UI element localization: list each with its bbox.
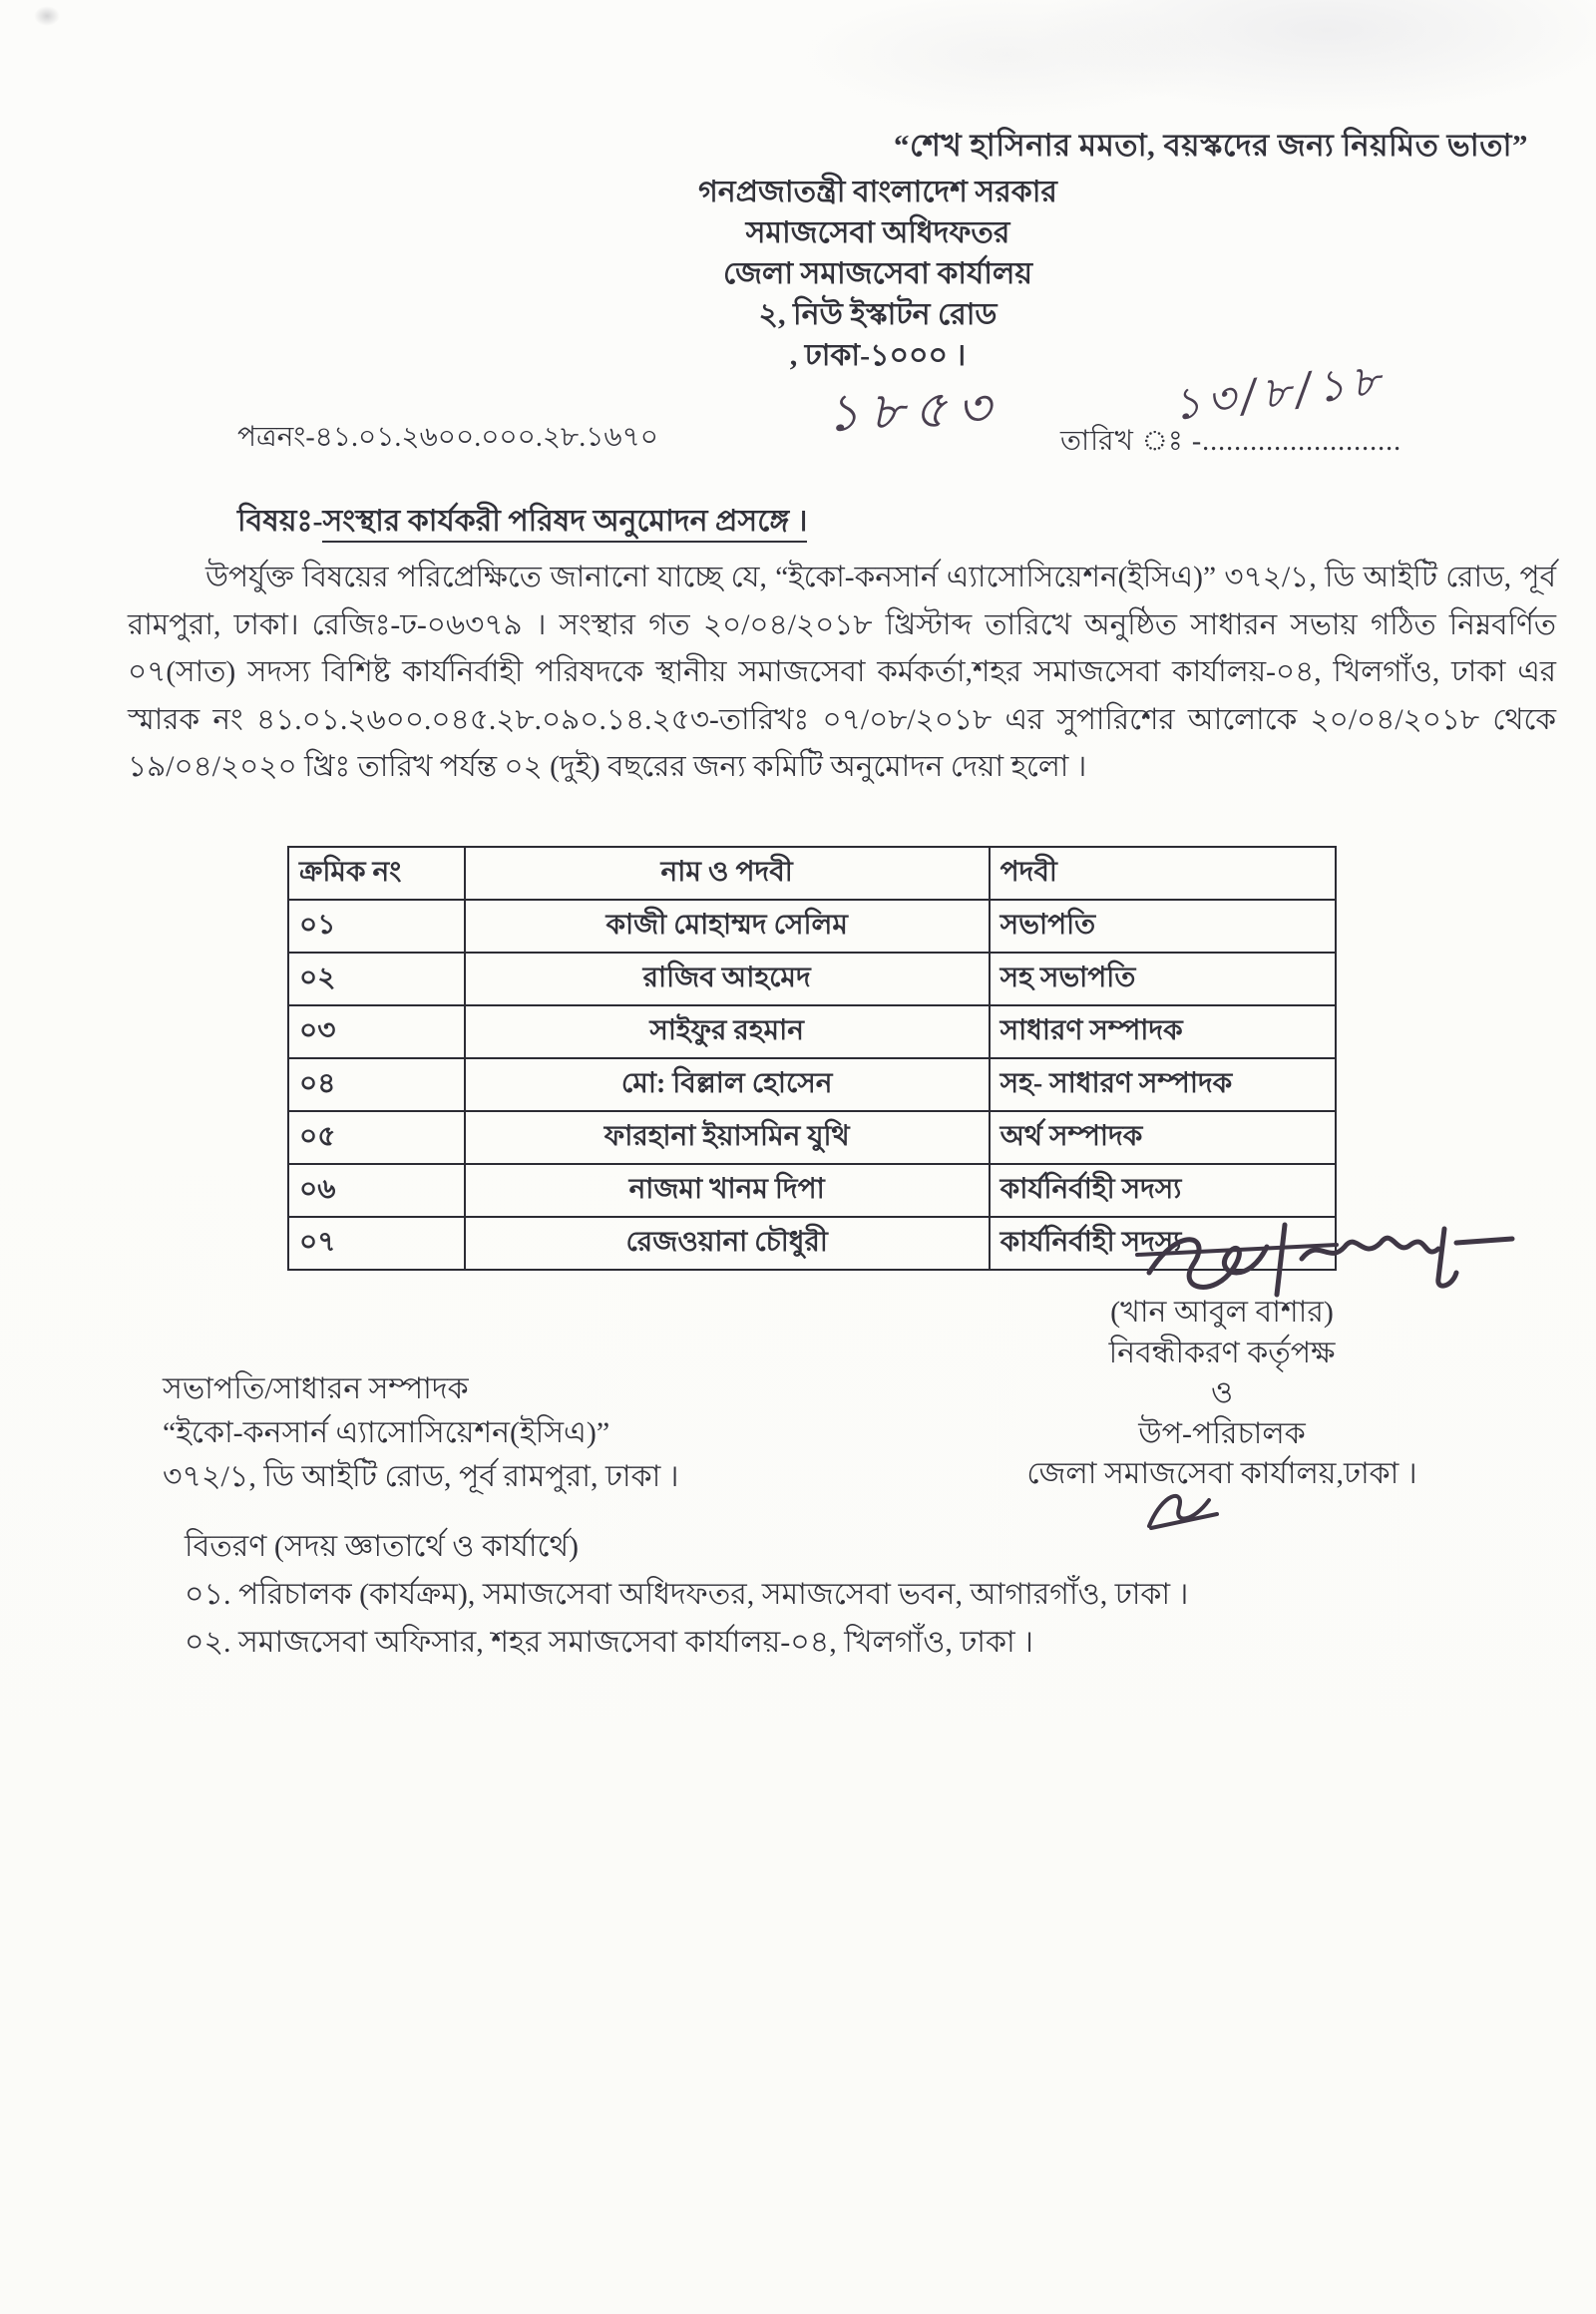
distribution-item: ০১. পরিচালক (কার্যক্রম), সমাজসেবা অধিদফতর, সমাজসেবা ভবন, আগারগাঁও, ঢাকা ।: [185, 1578, 1189, 1611]
cell-serial: ০৩: [288, 1005, 465, 1058]
addressee-block: [163, 1367, 921, 1499]
body-paragraph: উপর্যুক্ত বিষয়ের পরিপ্রেক্ষিতে জানানো যাচ্ছে যে, “ইকো-কনসার্ন এ্যাসোসিয়েশন(ইসিএ)” ৩৭২/১, ডি আইটি রোড, পূর্ব রামপুরা, ঢাকা। রেজিঃ-ঢ-০৬৩৭৯ । সংস্থার গত ২০/০৪/২০১৮ খ্রিস্টাব্দ তারিখে অনুষ্ঠিত সাধারন সভায় গঠিত নিম্নবর্ণিত ০৭(সাত) সদস্য বিশিষ্ট কার্যনির্বাহী পরিষদকে স্থানীয় সমাজসেবা কর্মকর্তা,শহর সমাজসেবা কার্যালয়-০৪, খিলগাঁও, ঢাকা এর স্মারক নং ৪১.০১.২৬০০.০৪৫.২৮.০৯০.১৪.২৫৩-তারিখঃ ০৭/০৮/২০১৮ এর সুপারিশের আলোকে ২০/০৪/২০১৮ থেকে ১৯/০৪/২০২০ খ্রিঃ তারিখ পর্যন্ত ০২ (দুই) বছরের জন্য কমিটি অনুমোদন দেয়া হলো ।: [128, 562, 1556, 783]
letterhead-office: জেলা সমাজসেবা কার্যালয়: [722, 257, 1033, 290]
cell-position: সাধারণ সম্পাদক: [990, 1005, 1336, 1058]
table-row: [288, 953, 1336, 1005]
cell-name: কাজী মোহাম্মদ সেলিম: [465, 900, 990, 953]
cell-serial: ০২: [288, 953, 465, 1005]
table-row: [288, 1111, 1336, 1164]
date-handwritten: ১৩/৮/১৮: [1169, 354, 1389, 431]
cell-serial: ০১: [288, 900, 465, 953]
cell-position: সহ সভাপতি: [990, 953, 1336, 1005]
cell-position: কার্যনির্বাহী সদস্য: [990, 1164, 1336, 1217]
cell-name: ফারহানা ইয়াসমিন যুথি: [465, 1111, 990, 1164]
addressee-title: সভাপতি/সাধারন সম্পাদক: [163, 1372, 469, 1405]
cell-name: মো: বিল্লাল হোসেন: [465, 1058, 990, 1111]
table-row: [288, 1005, 1336, 1058]
signatory-conjunction: ও: [1210, 1376, 1234, 1409]
subject-text: সংস্থার কার্যকরী পরিষদ অনুমোদন প্রসঙ্গে ।: [322, 505, 807, 543]
signatory-title1: নিবন্ধীকরণ কর্তৃপক্ষ: [1108, 1336, 1336, 1369]
cell-name: সাইফুর রহমান: [465, 1005, 990, 1058]
cell-position: সহ- সাধারণ সম্পাদক: [990, 1058, 1336, 1111]
committee-table: [287, 846, 1337, 1271]
distribution-heading: বিতরণ (সদয় জ্ঞাতার্থে ও কার্যার্থে): [185, 1530, 580, 1563]
header-slogan: “শেখ হাসিনার মমতা, বয়স্কদের জন্য নিয়মিত ভাতা”: [893, 128, 1528, 163]
cell-serial: ০৫: [288, 1111, 465, 1164]
cell-position: অর্থ সম্পাদক: [990, 1111, 1336, 1164]
cell-name: নাজমা খানম দিপা: [465, 1164, 990, 1217]
distribution-list: [185, 1524, 1382, 1666]
subject-line: [237, 497, 807, 548]
letterhead-government: গনপ্রজাতন্ত্রী বাংলাদেশ সরকার: [698, 176, 1057, 208]
cell-serial: ০৬: [288, 1164, 465, 1217]
subject-prefix: বিষয়ঃ-: [237, 505, 323, 538]
cell-position: কার্যনির্বাহী সদস্য: [990, 1217, 1336, 1270]
signatory-office: জেলা সমাজসেবা কার্যালয়,ঢাকা ।: [1026, 1457, 1417, 1490]
date-label: তারিখ ঃ -.........................: [1060, 426, 1402, 457]
table-row: [288, 1164, 1336, 1217]
header-position: পদবী: [990, 847, 1336, 900]
addressee-organization: “ইকো-কনসার্ন এ্যাসোসিয়েশন(ইসিএ)”: [163, 1416, 610, 1449]
scan-smudge: [34, 6, 60, 26]
cell-name: রেজওয়ানা চৌধুরী: [465, 1217, 990, 1270]
cell-serial: ০৪: [288, 1058, 465, 1111]
signatory-name: (খান আবুল বাশার): [1110, 1296, 1334, 1329]
cell-serial: ০৭: [288, 1217, 465, 1270]
memo-number: পত্রনং-৪১.০১.২৬০০.০০০.২৮.১৬৭০: [237, 422, 658, 453]
signatory-block: [993, 1293, 1451, 1495]
table-row: [288, 900, 1336, 953]
letterhead-street: ২, নিউ ইস্কাটন রোড: [758, 298, 998, 331]
table-row: [288, 1058, 1336, 1111]
letterhead-department: সমাজসেবা অধিদফতর: [745, 216, 1010, 249]
header-name: নাম ও পদবী: [465, 847, 990, 900]
distribution-item: ০২. সমাজসেবা অফিসার, শহর সমাজসেবা কার্যালয়-০৪, খিলগাঁও, ঢাকা ।: [185, 1626, 1033, 1659]
addressee-address: ৩৭২/১, ডি আইটি রোড, পূর্ব রামপুরা, ঢাকা ।: [163, 1460, 679, 1493]
memo-number-handwritten: ১৮৫৩: [825, 377, 1002, 445]
cell-name: রাজিব আহমেদ: [465, 953, 990, 1005]
letterhead: [160, 172, 1596, 376]
signatory-title2: উপ-পরিচালক: [1138, 1416, 1306, 1450]
letterhead-city: , ঢাকা-১০০০ ।: [789, 339, 967, 372]
header-serial: ক্রমিক নং: [288, 847, 465, 900]
table-header-row: [288, 847, 1336, 900]
cell-position: সভাপতি: [990, 900, 1336, 953]
